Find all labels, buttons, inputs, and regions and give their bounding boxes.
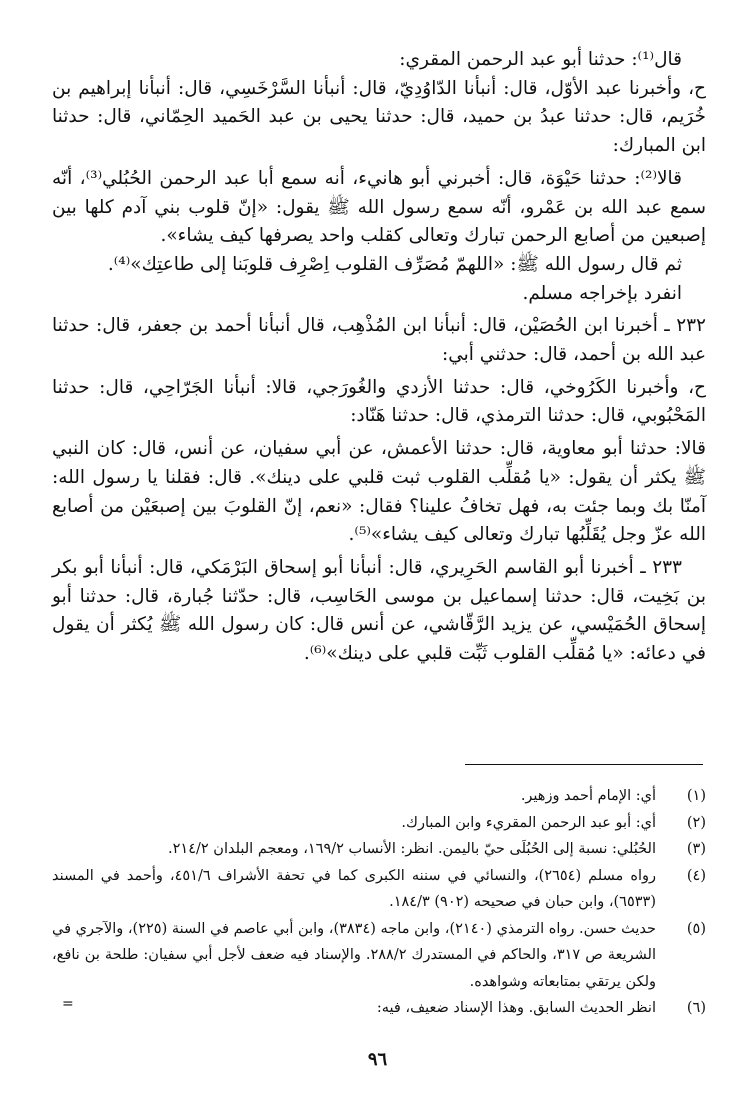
footnote-number: (٦): [686, 1000, 706, 1016]
footnote-4: [52, 863, 706, 916]
paragraph-4: ثم قال رسول الله ﷺ: «اللهمّ مُصَرِّف القلوب اِصْرِف قلوبَنا إلى طاعتِك»⁽⁴⁾.: [107, 253, 682, 275]
footnote-2: [52, 810, 706, 837]
footnote-text: رواه مسلم (٢٦٥٤)، والنسائي في سننه الكبرى كما في تحفة الأشراف ٤٥١/٦، وأحمد في المسند (٦٥٣٣)، وابن حبان في صحيحه (٩٠٢) ١٨٤/٣.: [52, 867, 656, 910]
footnote-number: (٤): [686, 867, 706, 884]
footnote-separator: [465, 764, 703, 765]
paragraph-8: قالا: حدثنا أبو معاوية، قال: حدثنا الأعمش، عن أبي سفيان، عن أنس، قال: كان النبي ﷺ يكثر أن يقول: «يا مُقلِّب القلوب ثبت قلبي على دينك». قال: فقلنا يا رسول الله: آمنّا بك وبما جئت به، فهل تخافُ علينا؟ فقال: «نعم، إنّ القلوبَ بين إصبعَيْن من أصابع الله عزّ وجل يُقَلِّبُها تبارك وتعالى كيف يشاء»⁽⁵⁾.: [52, 438, 706, 546]
hadith-232-paragraph: ٢٣٢ ـ أخبرنا ابن الحُصَيْن، قال: أنبأنا ابن المُذْهِب، قال أنبأنا أحمد بن جعفر، قال: حدثنا عبد الله بن أحمد، قال: حدثني أبي:: [52, 315, 706, 366]
page-number: ٩٦: [367, 1049, 388, 1070]
footnote-number: (١): [686, 788, 706, 804]
footnote-number: (٢): [686, 814, 706, 831]
paragraph-7: ح، وأخبرنا الكَرُوخي، قال: حدثنا الأزدي والغُورَجي، قالا: أنبأنا الجَرّاحِي، قال: حدثنا المَحْبُوبي، قال: حدثنا الترمذي، قال: حدثنا هَنّاد:: [52, 376, 706, 427]
footnote-number: (٥): [686, 920, 706, 937]
paragraph-5: انفرد بإخراجه مسلم.: [522, 282, 682, 304]
footnote-number: (٣): [686, 841, 706, 857]
paragraph-1: قال⁽¹⁾: حدثنا أبو عبد الرحمن المقري:: [399, 49, 682, 70]
footnote-text: أي: الإمام أحمد وزهير.: [520, 788, 656, 804]
footnote-text: الحُبُلي: نسبة إلى الحُبُلَى حيّ باليمن. انظر: الأنساب ١٦٩/٢، ومعجم البلدان ٢١٤/٢.: [168, 841, 656, 857]
footnote-6: [52, 995, 706, 1022]
paragraph-2: ح، وأخبرنا عبد الأوّل، قال: أنبأنا الدّاوُدِيّ، قال: أنبأنا السَّرْخَسِي، قال: أنبأنا إبراهيم بن خُرَيم، قال: حدثنا عبدُ بن حميد، قال: حدثنا يحيى بن عبد الحَميد الحِمّاني، قال: حدثنا ابن المبارك:: [52, 77, 706, 157]
footnote-continuation-mark: =: [62, 996, 74, 1012]
footnote-3: [52, 836, 706, 863]
main-text-block: [52, 46, 706, 669]
footnote-text: حديث حسن. رواه الترمذي (٢١٤٠)، وابن ماجه (٣٨٣٤)، وابن أبي عاصم في السنة (٢٢٥)، والآجري في الشريعة ص ٣١٧، والحاكم في المستدرك ٢٨٨/٢. والإسناد فيه ضعف لأجل أبي سفيان: طلحة بن نافع، ولكن يرتقي بمتابعاته وشواهده.: [52, 920, 656, 990]
hadith-233-paragraph: ٢٣٣ ـ أخبرنا أبو القاسم الحَرِيري، قال: أنبأنا أبو إسحاق البَرْمَكي، قال: أنبأنا أبو بكر بن بَخِيت، قال: حدثنا إسماعيل بن موسى الحَاسِب، قال: حدّثنا جُبارة، قال: حدثنا أبو إسحاق الحُمَيْسي، عن يزيد الرَّقّاشي، عن أنس قال: كان رسول الله ﷺ يُكثر أن يقول في دعائه: «يا مُقلِّب القلوب ثَبِّت قلبي على دينك»⁽⁶⁾.: [52, 556, 706, 665]
footnotes: [52, 783, 706, 1022]
footnote-1: [52, 783, 706, 810]
footnote-text: انظر الحديث السابق. وهذا الإسناد ضعيف، فيه:: [376, 1000, 656, 1016]
footnote-5: [52, 916, 706, 996]
paragraph-3: قالا⁽²⁾: حدثنا حَيْوَة، قال: أخبرني أبو هانيء، أنه سمع أبا عبد الرحمن الحُبُلي⁽³⁾، أنّه سمع عبد الله بن عَمْرو، أنّه سمع رسول الله ﷺ يقول: «إنّ قلوب بني آدم كلها بين إصبعين من أصابع الرحمن تبارك وتعالى كقلب واحد يصرفها كيف يشاء».: [52, 167, 706, 247]
footnote-text: أي: أبو عبد الرحمن المقريء وابن المبارك.: [401, 814, 656, 831]
